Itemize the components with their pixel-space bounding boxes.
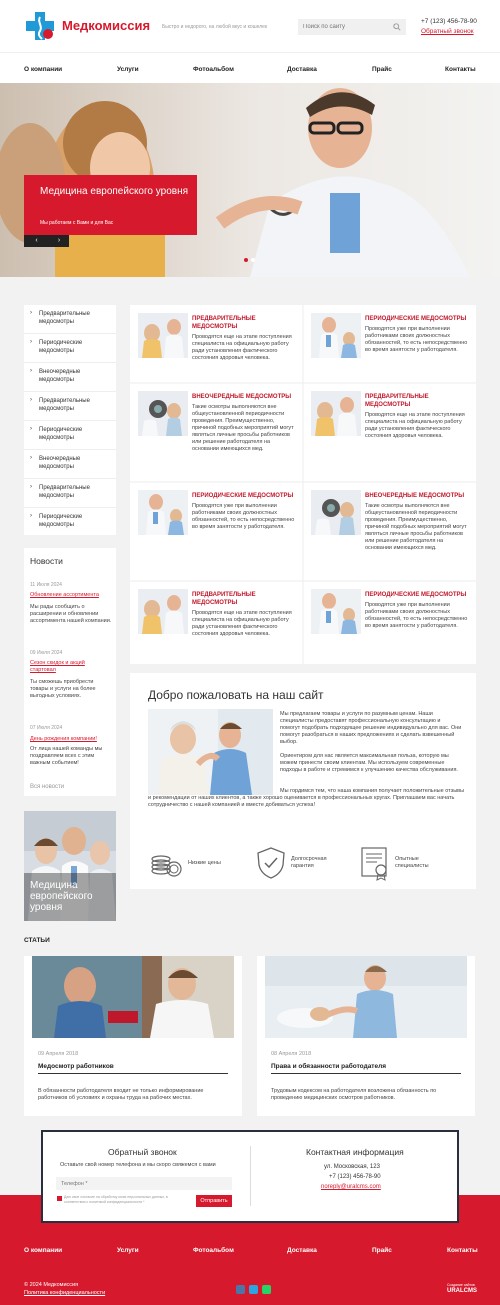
article-title[interactable]: Медосмотр работников — [38, 1063, 114, 1070]
service-card[interactable] — [303, 581, 476, 664]
card-text: Проводятся уже при выполнении работниками своих должностных обязанностей, то есть непосредственно во время занятости у работодателя. — [192, 503, 295, 530]
card-image — [138, 391, 188, 436]
footer-nav-about[interactable]: О компании — [24, 1247, 63, 1254]
card-image — [311, 313, 361, 358]
copyright: © 2024 Медкомиссия — [24, 1282, 79, 1288]
feature-label: Опытные специалисты — [395, 856, 429, 869]
card-text: Проводятся уже при выполнении работниками своих должностных обязанностей, то есть непосредственно во время занятости у работодателя. — [365, 602, 468, 629]
chevron-right-icon: › — [30, 339, 32, 345]
article-date: 08 Апреля 2018 — [271, 1051, 312, 1057]
sidebar-item[interactable] — [24, 508, 116, 537]
card-image — [311, 589, 361, 634]
search-input[interactable] — [298, 19, 406, 35]
card-title: ПРЕДВАРИТЕЛЬНЫЕ МЕДОСМОТРЫ — [192, 592, 256, 606]
chevron-right-icon: › — [30, 426, 32, 432]
chevron-right-icon: › — [30, 513, 32, 519]
card-title: ПЕРИОДИЧЕСКИЕ МЕДОСМОТРЫ — [365, 316, 467, 322]
sidebar-menu — [24, 305, 116, 535]
contact-phone: +7 (123) 456-78-90 — [329, 1174, 381, 1180]
contact-info-title: Контактная информация — [306, 1147, 404, 1157]
sidebar-item[interactable] — [24, 421, 116, 450]
footer-nav-photoalbum[interactable]: Фотоальбом — [193, 1247, 234, 1254]
callback-subtitle: Оставьте свой номер телефона и мы скоро свяжемся с вами — [60, 1162, 216, 1168]
welcome-image — [148, 709, 273, 795]
card-text: Проводятся еще на этапе поступления специалиста на официальную работу ради установления фактического состояния здоровья человека. — [365, 412, 465, 439]
sidebar-item-label: Внеочередные медосмотры — [39, 369, 81, 383]
developer-label: Создание сайтов — [447, 1283, 475, 1287]
footer-nav-price[interactable]: Прайс — [372, 1247, 392, 1254]
sidebar-item-label: Предварительные медосмотры — [39, 311, 90, 325]
submit-button[interactable]: Отправить — [196, 1195, 232, 1207]
news-date: 07 Июля 2024 — [30, 725, 63, 731]
welcome-paragraph: Мы предлагаем товары и услуги по разумным ценам. Наши специалисты предоставят профессиональную консультацию и помогут подобрать подходящее решение индивидуально для вас. Они помогут разобраться в наших предложениях и сделать взвешенный выбор. — [280, 711, 462, 745]
sidebar-item[interactable] — [24, 479, 116, 508]
shield-check-icon — [253, 845, 289, 881]
news-text: Ты сможешь приобрести товары и услуги на более выгодных условиях. — [30, 679, 96, 699]
slider-prev-button[interactable]: ‹ — [24, 235, 49, 247]
main-nav — [0, 52, 500, 83]
divider — [38, 1073, 228, 1074]
coins-icon — [148, 845, 184, 881]
news-date: 11 Июля 2024 — [30, 582, 62, 588]
header-phone: +7 (123) 456-78-90 — [421, 18, 477, 25]
footer-nav-contacts[interactable]: Контакты — [447, 1247, 478, 1254]
service-card[interactable] — [303, 383, 476, 482]
footer-nav-delivery[interactable]: Доставка — [287, 1247, 317, 1254]
nav-item-delivery[interactable]: Доставка — [287, 66, 317, 73]
sidebar-item[interactable] — [24, 450, 116, 479]
card-image — [138, 313, 188, 358]
phone-input[interactable] — [56, 1177, 232, 1190]
sidebar-item-label: Внеочередные медосмотры — [39, 456, 81, 470]
slider-dot-active[interactable] — [244, 258, 248, 262]
slider-dot[interactable] — [251, 258, 255, 262]
hero-title: Медицина европейского уровня — [40, 186, 189, 197]
card-image — [138, 589, 188, 634]
card-image — [311, 490, 361, 535]
chevron-right-icon: › — [30, 397, 32, 403]
card-text: Проводятся еще на этапе поступления специалиста на официальную работу ради установления фактического состояния здоровья человека. — [192, 610, 292, 637]
card-title: ПЕРИОДИЧЕСКИЕ МЕДОСМОТРЫ — [365, 592, 467, 598]
news-title: Новости — [30, 556, 63, 566]
divider — [271, 1073, 461, 1074]
logo-text[interactable]: Медкомиссия — [62, 18, 151, 33]
hero-caption — [24, 175, 197, 235]
callback-title: Обратный звонок — [108, 1147, 177, 1157]
nav-item-about[interactable]: О компании — [24, 66, 63, 73]
sidebar-item-label: Предварительные медосмотры — [39, 398, 90, 412]
service-card[interactable] — [130, 581, 303, 664]
card-title: ВНЕОЧЕРЕДНЫЕ МЕДОСМОТРЫ — [365, 493, 465, 499]
card-title: ПРЕДВАРИТЕЛЬНЫЕ МЕДОСМОТРЫ — [365, 394, 429, 408]
nav-item-services[interactable]: Услуги — [117, 66, 139, 73]
sidebar-item[interactable] — [24, 305, 116, 334]
article-text: В обязанности работодателя входит не только информирование работников об условиях и охраны труда на рабочих местах. — [38, 1088, 204, 1101]
sidebar-item[interactable] — [24, 363, 116, 392]
service-card[interactable] — [130, 383, 303, 482]
card-text: Такие осмотры выполняются вне общеустановленной периодичности проведения. Преимущественно, причиной подобных мероприятий могут являться личные просьбы работников или решение работодателя на основании имеющихся мед. — [192, 404, 294, 452]
card-title: ВНЕОЧЕРЕДНЫЕ МЕДОСМОТРЫ — [192, 394, 292, 400]
article-text: Трудовым кодексом на работодателя возложена обязанность по проведению медицинских осмотров работников. — [271, 1088, 437, 1101]
sidebar-item[interactable] — [24, 334, 116, 363]
news-link[interactable]: День рождения компании! — [30, 736, 97, 742]
sidebar-item-label: Предварительные медосмотры — [39, 485, 90, 499]
feature-label: Долгосрочная гарантия — [291, 856, 327, 869]
sidebar-item[interactable] — [24, 392, 116, 421]
chevron-right-icon: › — [30, 455, 32, 461]
nav-item-price[interactable]: Прайс — [372, 66, 392, 73]
vk-icon[interactable] — [236, 1285, 245, 1294]
article-date: 09 Апреля 2018 — [38, 1051, 79, 1057]
article-card[interactable] — [257, 956, 475, 1116]
privacy-link[interactable]: Политика конфиденциальности — [24, 1290, 106, 1296]
news-text: От лица нашей команды мы поздравляем всех с этим важным событием! — [30, 746, 103, 766]
service-card[interactable] — [303, 482, 476, 581]
feature-label: Низкие цены — [188, 860, 221, 866]
divider — [250, 1146, 251, 1206]
chevron-right-icon: › — [30, 484, 32, 490]
contact-email[interactable]: noreply@uralcms.com — [321, 1184, 381, 1190]
consent-checkbox[interactable] — [57, 1196, 62, 1201]
sidebar-item-label: Периодические медосмотры — [39, 514, 83, 528]
welcome-title: Добро пожаловать на наш сайт — [148, 688, 324, 702]
articles-title: СТАТЬИ — [24, 937, 50, 944]
hero-subtitle: Мы работаем с Вами и для Вас — [40, 220, 114, 226]
services-grid — [130, 305, 476, 664]
consent-text: Даю свое согласие на обработку моих персональных данных, в соответствии с политикой конфиденциальности * — [64, 1195, 168, 1204]
news-link[interactable]: Обновление ассортимента — [30, 592, 99, 598]
service-card[interactable] — [303, 305, 476, 383]
card-text: Проводятся уже при выполнении работниками своих должностных обязанностей, то есть непосредственно во время занятости у работодателя. — [365, 326, 468, 353]
nav-item-photoalbum[interactable]: Фотоальбом — [193, 66, 234, 73]
service-card[interactable] — [130, 482, 303, 581]
card-text: Такие осмотры выполняются вне общеустановленной периодичности проведения. Преимущественно, причиной подобных мероприятий могут являться личные просьбы работников или решение работодателя на основании имеющихся мед. — [365, 503, 467, 551]
card-title: ПРЕДВАРИТЕЛЬНЫЕ МЕДОСМОТРЫ — [192, 316, 256, 330]
news-link[interactable]: Сезон скидок и акций стартовал — [30, 660, 85, 673]
welcome-paragraph: Мы гордимся тем, что наша компания получает положительные отзывы и рекомендации от наших клиентов, а также хорошо оценивается в профессиональных кругах. Приглашаем вас начать сотрудничество с нашей компанией и вместе добиваться успеха! — [148, 788, 465, 808]
article-image — [265, 956, 467, 1038]
sidebar-item-label: Периодические медосмотры — [39, 340, 83, 354]
side-banner-text: Медицина европейского уровня — [30, 880, 93, 913]
article-card[interactable] — [24, 956, 242, 1116]
tagline: Быстро и недорого, на любой вкус и кошелек — [162, 24, 268, 30]
contact-address: ул. Московская, 123 — [324, 1164, 380, 1170]
article-title[interactable]: Права и обязанности работодателя — [271, 1063, 387, 1070]
slider-next-button[interactable]: › — [49, 235, 69, 247]
nav-item-contacts[interactable]: Контакты — [445, 66, 476, 73]
footer-nav-services[interactable]: Услуги — [117, 1247, 139, 1254]
card-title: ПЕРИОДИЧЕСКИЕ МЕДОСМОТРЫ — [192, 493, 294, 499]
welcome-paragraph: Ориентиром для нас является максимальная польза, которую мы можем принести своим клиентам. Мы используем современные подходы в работе и стремимся к улучшению качества обслуживания. — [280, 753, 458, 773]
sidebar-item-label: Периодические медосмотры — [39, 427, 83, 441]
news-text: Мы рады сообщить о расширении и обновлении ассортимента нашей компании. — [30, 604, 112, 624]
chevron-right-icon: › — [30, 368, 32, 374]
telegram-icon[interactable] — [249, 1285, 258, 1294]
all-news-link[interactable]: Вся новости — [30, 784, 65, 790]
chevron-right-icon: › — [30, 310, 32, 316]
service-card[interactable] — [130, 305, 303, 383]
callback-link[interactable]: Обратный звонок — [421, 28, 474, 35]
news-date: 09 Июля 2024 — [30, 650, 63, 656]
developer-logo[interactable]: URALCMS — [447, 1288, 477, 1294]
card-image — [311, 391, 361, 436]
card-text: Проводятся еще на этапе поступления специалиста на официальную работу ради установления фактического состояния здоровья человека. — [192, 334, 292, 361]
card-image — [138, 490, 188, 535]
article-image — [32, 956, 234, 1038]
whatsapp-icon[interactable] — [262, 1285, 271, 1294]
logo-icon[interactable] — [24, 10, 56, 42]
search-icon[interactable] — [393, 23, 401, 31]
certificate-icon — [357, 845, 393, 881]
